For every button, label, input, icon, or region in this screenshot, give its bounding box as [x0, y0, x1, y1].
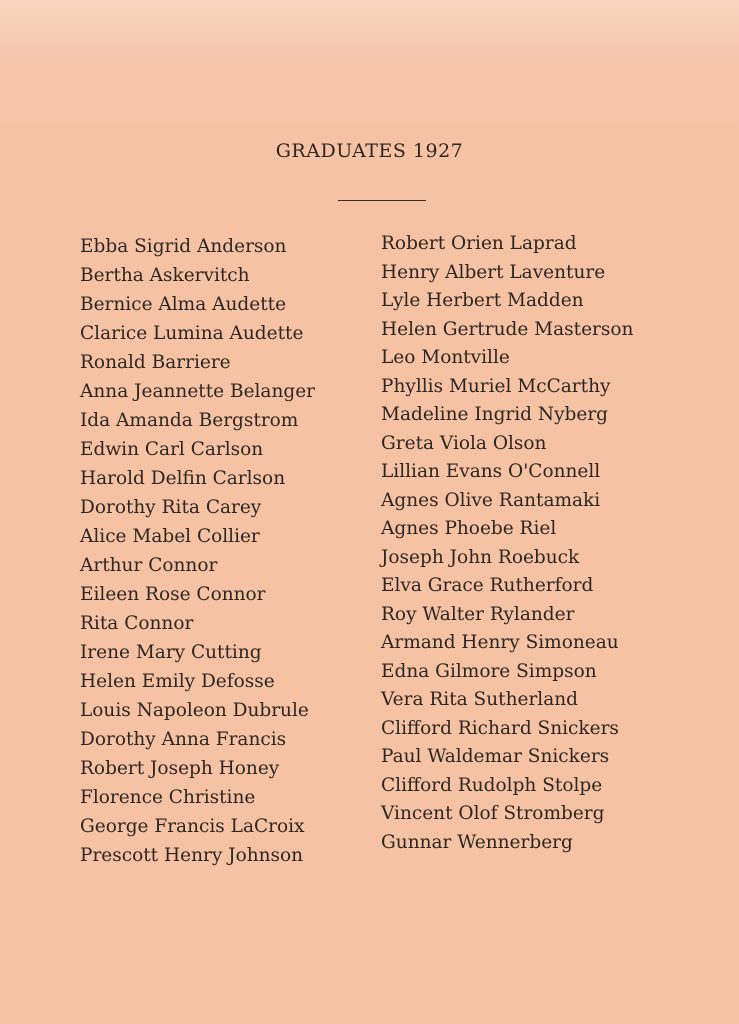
graduate-name: Ida Amanda Bergstrom	[80, 410, 299, 431]
graduate-name: Madeline Ingrid Nyberg	[381, 404, 609, 425]
graduate-name: Agnes Phoebe Riel	[381, 518, 557, 539]
graduate-name: Dorothy Anna Francis	[80, 729, 287, 750]
graduate-name: Eileen Rose Connor	[80, 584, 266, 605]
graduate-name: Agnes Olive Rantamaki	[381, 489, 601, 511]
graduate-name: Elva Grace Rutherford	[381, 575, 594, 596]
graduate-name: Paul Waldemar Snickers	[381, 746, 610, 767]
graduate-name: Vincent Olof Stromberg	[381, 803, 605, 824]
graduate-name: Gunnar Wennerberg	[381, 831, 573, 853]
graduate-name: Bernice Alma Audette	[80, 294, 287, 315]
graduate-name: Roy Walter Rylander	[381, 603, 575, 625]
graduate-name: Alice Mabel Collier	[80, 526, 260, 547]
graduate-name: Rita Connor	[80, 613, 194, 634]
graduate-name: Armand Henry Simoneau	[381, 632, 619, 653]
graduate-name: Irene Mary Cutting	[80, 642, 262, 663]
graduate-name: Henry Albert Laventure	[381, 261, 606, 283]
graduate-name: Lillian Evans O'Connell	[381, 461, 601, 482]
graduate-name: Ebba Sigrid Anderson	[80, 236, 287, 257]
graduate-name: Prescott Henry Johnson	[80, 845, 304, 866]
graduate-name: Lyle Herbert Madden	[381, 290, 584, 311]
graduate-name: Phyllis Muriel McCarthy	[381, 375, 611, 397]
graduate-name: Helen Emily Defosse	[80, 671, 275, 692]
graduate-name: Edna Gilmore Simpson	[381, 660, 597, 682]
graduate-name: Greta Viola Olson	[381, 432, 547, 454]
page-title: GRADUATES 1927	[275, 140, 464, 162]
graduate-name: Ronald Barriere	[80, 352, 231, 373]
graduate-name: Clifford Richard Snickers	[381, 717, 619, 739]
graduate-name: Vera Rita Sutherland	[381, 689, 578, 710]
graduate-name: Arthur Connor	[80, 555, 218, 576]
graduates-list-right	[381, 230, 633, 857]
graduate-name: Clarice Lumina Audette	[80, 323, 304, 344]
graduate-name: Joseph John Roebuck	[381, 546, 580, 568]
graduate-name: Helen Gertrude Masterson	[381, 318, 634, 340]
graduate-name: Clifford Rudolph Stolpe	[381, 774, 603, 796]
title-divider	[338, 200, 426, 201]
graduate-name: Harold Delfin Carlson	[80, 468, 286, 489]
graduate-name: Edwin Carl Carlson	[80, 439, 264, 460]
graduates-list-left	[80, 232, 315, 870]
graduate-name: George Francis LaCroix	[80, 816, 305, 837]
graduate-name: Dorothy Rita Carey	[80, 497, 262, 518]
graduate-name: Robert Joseph Honey	[80, 758, 280, 779]
graduate-name: Leo Montville	[381, 347, 510, 368]
graduate-name: Florence Christine	[80, 787, 256, 808]
graduate-name: Robert Orien Laprad	[381, 233, 577, 254]
graduate-name: Bertha Askervitch	[80, 265, 250, 286]
graduate-name: Anna Jeannette Belanger	[80, 381, 316, 402]
graduate-name: Louis Napoleon Dubrule	[80, 700, 309, 721]
